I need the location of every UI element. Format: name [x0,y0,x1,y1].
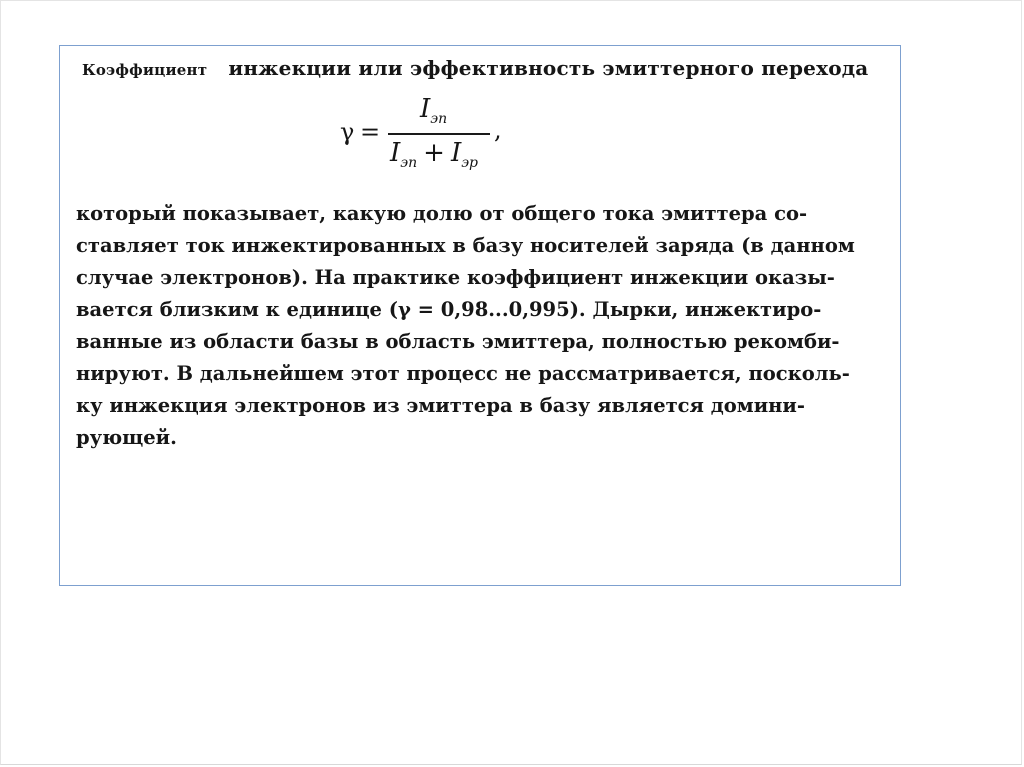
body-paragraph [76,198,855,454]
scanned-text-frame [59,45,901,586]
body-line: ставляет ток инжектированных в базу носителей заряда (в данном [76,234,855,257]
formula-den-subscript-1: эп [400,155,418,171]
formula-num-symbol: I [420,94,431,124]
scanned-page [60,46,900,585]
formula-comma: , [494,116,502,144]
body-line: случае электронов). На практике коэффициент инжекции оказы- [76,266,835,289]
fraction-bar [388,133,490,135]
formula-equals: = [360,118,381,146]
formula-numerator [420,94,447,127]
formula-gamma: γ [340,118,355,146]
heading-text: инжекции или эффективность эмиттерного перехода [228,56,869,80]
heading-lead-word: Коэффициент [82,61,208,79]
heading-line [82,56,868,80]
formula-den-subscript-2: эр [461,155,479,171]
formula-plus: + [423,138,445,168]
body-line: ванные из области базы в область эмиттера, полностью рекомби- [76,330,840,353]
body-line: рующей. [76,426,177,449]
body-line: который показывает, какую долю от общего тока эмиттера со- [76,202,808,225]
body-line: нируют. В дальнейшем этот процесс не рассматривается, посколь- [76,362,850,385]
body-line: вается близким к единице (γ = 0,98...0,995). Дырки, инжектиро- [76,298,822,321]
formula-num-subscript: эп [430,111,448,127]
formula-denominator [390,138,478,171]
body-line: ку инжекция электронов из эмиттера в базу является домини- [76,394,805,417]
gamma-formula [338,94,518,190]
formula-den-symbol-1: I [390,138,401,168]
formula-den-symbol-2: I [450,138,462,168]
